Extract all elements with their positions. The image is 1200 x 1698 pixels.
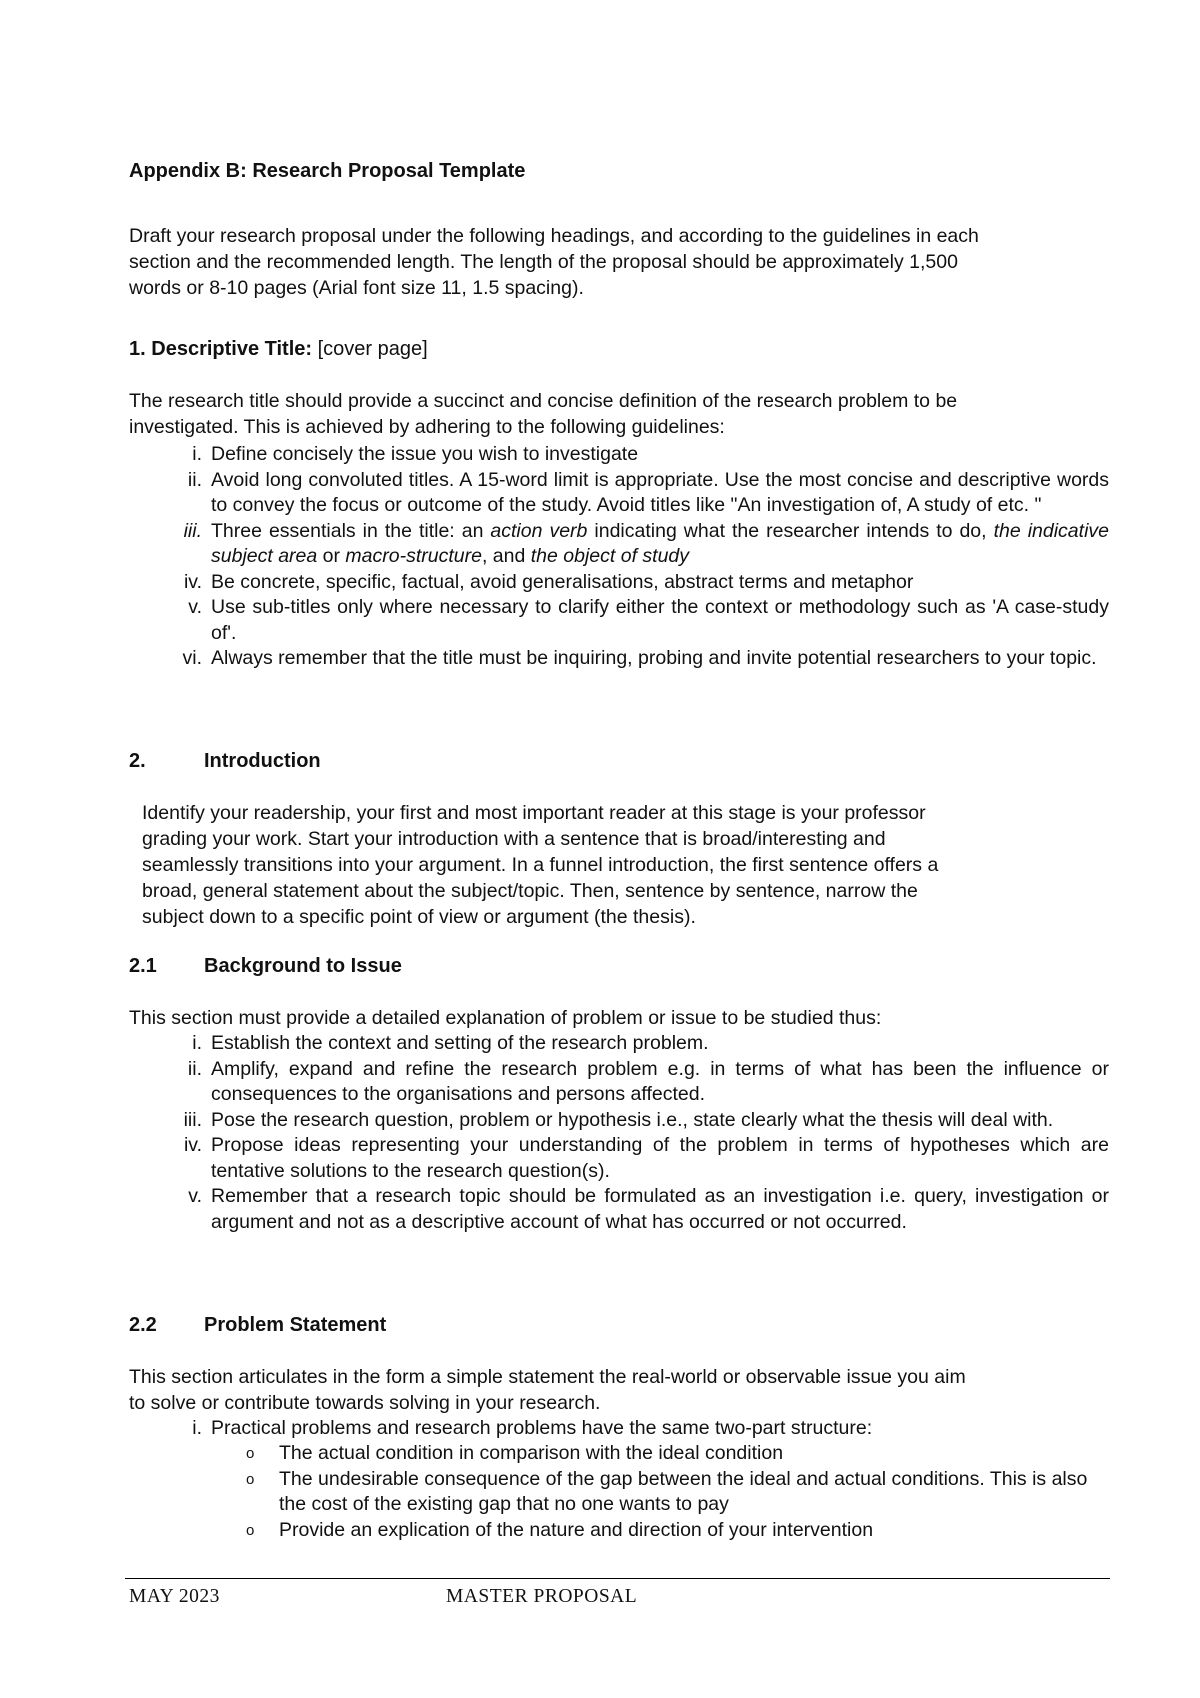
list-text: indicating what the researcher intends to do, <box>587 519 994 542</box>
list-item <box>140 442 1109 468</box>
section-1-number: 1. <box>129 338 146 360</box>
section-2-line: broad, general statement about the subject/topic. Then, sentence by sentence, narrow the <box>142 880 918 902</box>
bullet-marker: o <box>246 1470 255 1488</box>
intro-line: Draft your research proposal under the following headings, and according to the guidelines in each <box>129 225 979 247</box>
section-2-paragraph <box>142 800 1109 930</box>
list-marker: v. <box>188 1185 202 1207</box>
list-text: Amplify, expand and refine the research problem e.g. in terms of what has been the influence or consequences to the organisations and persons affected. <box>211 1057 1109 1105</box>
problem-list <box>140 1416 1109 1442</box>
list-marker: iv. <box>183 570 202 593</box>
section-2-line: subject down to a specific point of view or argument (the thesis). <box>142 906 696 928</box>
section-2-line: seamlessly transitions into your argument. In a funnel introduction, the first sentence offers a <box>142 854 939 876</box>
list-item <box>140 1184 1109 1235</box>
list-text: Three essentials in the title: an <box>211 519 491 542</box>
section-2-1-lead: This section must provide a detailed explanation of problem or issue to be studied thus: <box>129 1007 882 1029</box>
list-item <box>140 1133 1109 1184</box>
list-marker: ii. <box>187 468 202 491</box>
bullet-marker: o <box>246 1521 255 1539</box>
list-item <box>140 519 1109 570</box>
intro-paragraph <box>129 223 1109 301</box>
list-text: Avoid long convoluted titles. A 15-word limit is appropriate. Use the most concise and descriptive words to convey the focus or outcome of the study. Avoid titles like "An investigation of, A study of etc. " <box>211 468 1109 516</box>
list-text: Define concisely the issue you wish to investigate <box>211 443 639 465</box>
list-text: Propose ideas representing your understanding of the problem in terms of hypotheses which are tentative solutions to the research question(s). <box>211 1134 1109 1182</box>
bullet-item <box>246 1518 1106 1544</box>
list-marker: iii. <box>183 1108 202 1131</box>
bullet-item <box>246 1441 1106 1467</box>
title-guidelines-list <box>140 442 1109 672</box>
list-marker: ii. <box>187 1057 202 1080</box>
list-marker: v. <box>188 596 202 618</box>
section-2-number: 2. <box>129 750 146 772</box>
list-item <box>140 1416 1109 1442</box>
bullet-text: Provide an explication of the nature and direction of your intervention <box>279 1518 874 1541</box>
list-text: Always remember that the title must be inquiring, probing and invite potential researchers to your topic. <box>211 647 1097 669</box>
section-1-line: The research title should provide a succinct and concise definition of the research problem to be <box>129 390 958 412</box>
bullet-item <box>246 1467 1106 1518</box>
section-1-title: Descriptive Title: <box>151 338 313 360</box>
section-2-line: Identify your readership, your first and most important reader at this stage is your professor <box>142 802 926 824</box>
list-marker: iv. <box>183 1134 202 1156</box>
list-marker: i. <box>192 1417 202 1439</box>
section-2-1-title: Background to Issue <box>204 955 402 977</box>
section-2-line: grading your work. Start your introduction with a sentence that is broad/interesting and <box>142 828 886 850</box>
list-emphasis: the object of study <box>530 545 690 567</box>
list-text: Pose the research question, problem or hypothesis i.e., state clearly what the thesis will deal with. <box>211 1108 1054 1131</box>
list-text: or <box>317 545 346 567</box>
background-list <box>140 1031 1109 1235</box>
list-text: Establish the context and setting of the research problem. <box>211 1032 709 1054</box>
intro-line: section and the recommended length. The length of the proposal should be approximately 1,500 <box>129 251 958 273</box>
list-text: , and <box>481 545 531 567</box>
list-emphasis: the indicative subject area <box>211 519 1109 567</box>
section-1-paragraph <box>129 388 1109 440</box>
list-emphasis: action verb <box>490 519 588 542</box>
page-title: Appendix B: Research Proposal Template <box>129 160 526 182</box>
list-item <box>140 595 1109 646</box>
section-2-2-title: Problem Statement <box>204 1314 387 1336</box>
list-marker: vi. <box>182 647 202 669</box>
section-1-heading <box>129 338 428 361</box>
section-2-2-line: This section articulates in the form a simple statement the real-world or observable issue you aim <box>129 1366 966 1388</box>
section-2-title: Introduction <box>204 750 321 772</box>
list-item <box>140 1057 1109 1108</box>
list-item <box>140 468 1109 519</box>
list-text: Use sub-titles only where necessary to clarify either the context or methodology such as 'A case-study of'. <box>211 596 1109 644</box>
list-text: Practical problems and research problems have the same two-part structure: <box>211 1417 873 1439</box>
bullet-text: The undesirable consequence of the gap between the ideal and actual conditions. This is also the cost of the existing gap that no one wants to pay <box>279 1467 1088 1515</box>
list-marker: i. <box>192 1032 202 1054</box>
list-item <box>140 1108 1109 1134</box>
footer-divider <box>125 1578 1110 1579</box>
footer-date: MAY 2023 <box>129 1586 220 1607</box>
list-text: Remember that a research topic should be formulated as an investigation i.e. query, investigation or argument and not as a descriptive account of what has occurred or not occurred. <box>211 1185 1109 1233</box>
section-2-2-paragraph <box>129 1364 1109 1416</box>
list-text: Be concrete, specific, factual, avoid generalisations, abstract terms and metaphor <box>211 570 914 593</box>
list-item <box>140 646 1109 672</box>
footer-title: MASTER PROPOSAL <box>446 1586 638 1607</box>
bullet-marker: o <box>246 1445 255 1462</box>
list-marker: iii. <box>183 519 202 542</box>
list-emphasis: macro-structure <box>345 545 482 567</box>
list-item <box>140 570 1109 596</box>
list-marker: i. <box>192 443 202 465</box>
section-1-line: investigated. This is achieved by adhering to the following guidelines: <box>129 416 725 438</box>
section-2-1-number: 2.1 <box>129 955 157 977</box>
section-2-heading <box>129 750 321 773</box>
section-2-1-heading <box>129 955 402 978</box>
section-2-2-line: to solve or contribute towards solving in your research. <box>129 1392 601 1414</box>
section-2-2-number: 2.2 <box>129 1314 157 1336</box>
bullet-text: The actual condition in comparison with the ideal condition <box>279 1442 784 1464</box>
intro-line: words or 8-10 pages (Arial font size 11, 1.5 spacing). <box>129 277 584 299</box>
list-item <box>140 1031 1109 1057</box>
section-1-note: [cover page] <box>317 338 428 360</box>
section-2-2-heading <box>129 1314 386 1337</box>
problem-bullets <box>246 1441 1106 1543</box>
